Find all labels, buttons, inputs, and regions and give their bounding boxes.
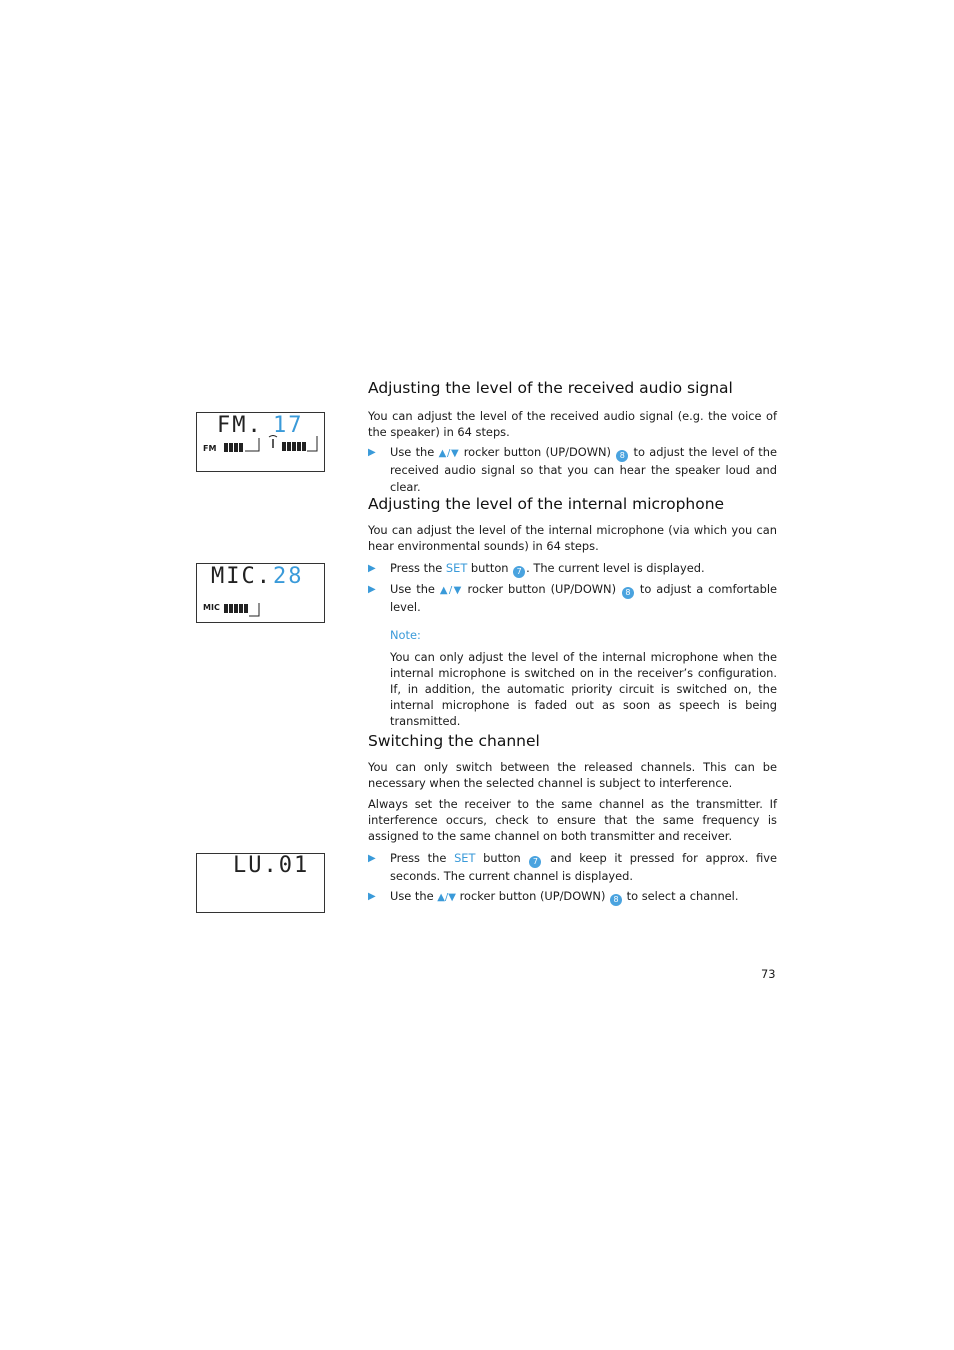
step-text: Press the [390, 561, 446, 575]
bullet-arrow-icon: ▶ [368, 447, 376, 458]
instruction-step [368, 444, 777, 496]
instruction-step [368, 850, 777, 885]
step-text: Press the [390, 851, 455, 865]
up-down-arrows-icon: ▲/▼ [439, 585, 463, 596]
step-text: button [467, 561, 513, 575]
lcd-display-fm [196, 412, 325, 472]
lcd-display-channel [196, 853, 325, 913]
lcd-main-text: LU.01 [233, 853, 310, 878]
lcd-value-text: 28 [273, 564, 304, 589]
paragraph: You can adjust the level of the received audio signal (e.g. the voice of the speaker) in 64 steps. [368, 409, 777, 439]
step-text: button [475, 851, 529, 865]
section-heading-internal-mic: Adjusting the level of the internal microphone [368, 495, 725, 513]
step-text: rocker button (UP/DOWN) [462, 582, 621, 596]
instruction-step [368, 560, 777, 578]
note-text: You can only adjust the level of the internal microphone when the internal microphone is switched on in the receiver’s configuration. If, in addition, the automatic priority circuit is switched on, the internal microphone is faded out as soon as speech is being transmitted. [390, 650, 777, 728]
callout-number-icon: 8 [622, 587, 634, 599]
section-heading-received-audio: Adjusting the level of the received audio signal [368, 379, 733, 397]
bullet-arrow-icon: ▶ [368, 563, 376, 574]
set-button-label: SET [445, 561, 468, 575]
set-button-label: SET [454, 851, 476, 865]
bullet-arrow-icon: ▶ [368, 584, 376, 595]
callout-number-icon: 8 [610, 894, 622, 906]
section-heading-switching-channel: Switching the channel [368, 732, 540, 750]
page-number: 73 [761, 967, 776, 981]
lcd-small-label: FM [203, 444, 217, 453]
level-bar-icon [223, 437, 261, 453]
step-text: rocker button (UP/DOWN) [459, 445, 616, 459]
step-text: to adjust the level of the received audio signal so that you can hear the speaker loud and clear. [390, 445, 778, 494]
lcd-small-label: MIC [203, 603, 220, 612]
lcd-display-mic [196, 563, 325, 623]
callout-number-icon: 8 [616, 450, 628, 462]
step-text: Use the [390, 582, 440, 596]
antenna-icon [267, 435, 279, 449]
instruction-step [368, 581, 777, 616]
paragraph: You can only switch between the released channels. This can be necessary when the selected channel is subject to interference. [368, 760, 777, 790]
instruction-step [368, 888, 777, 906]
lcd-value-text: 17 [273, 413, 304, 438]
lcd-main-text: FM. [217, 413, 263, 438]
bullet-arrow-icon: ▶ [368, 853, 376, 864]
paragraph: Always set the receiver to the same channel as the transmitter. If interference occurs, check to ensure that the same frequency is assigned to the same channel on both transmitter and receiver. [368, 797, 777, 843]
up-down-arrows-icon: ▲/▼ [438, 448, 460, 459]
signal-bar-icon [281, 435, 319, 453]
callout-number-icon: 7 [513, 566, 525, 578]
step-text: . The current level is displayed. [526, 561, 705, 575]
paragraph: You can adjust the level of the internal microphone (via which you can hear environmental sounds) in 64 steps. [368, 523, 777, 553]
step-text: Use the [390, 889, 438, 903]
level-bar-icon [223, 602, 261, 618]
callout-number-icon: 7 [529, 856, 541, 868]
step-text: to select a channel. [623, 889, 739, 903]
step-text: to adjust a comfortable level. [390, 582, 778, 614]
step-text: rocker button (UP/DOWN) [455, 889, 610, 903]
step-text: Use the [390, 445, 439, 459]
step-text: and keep it pressed for approx. five seconds. The current channel is displayed. [390, 851, 777, 883]
bullet-arrow-icon: ▶ [368, 891, 376, 902]
lcd-main-text: MIC. [211, 564, 272, 589]
up-down-arrows-icon: ▲/▼ [437, 892, 456, 903]
note-heading: Note: [390, 628, 421, 642]
